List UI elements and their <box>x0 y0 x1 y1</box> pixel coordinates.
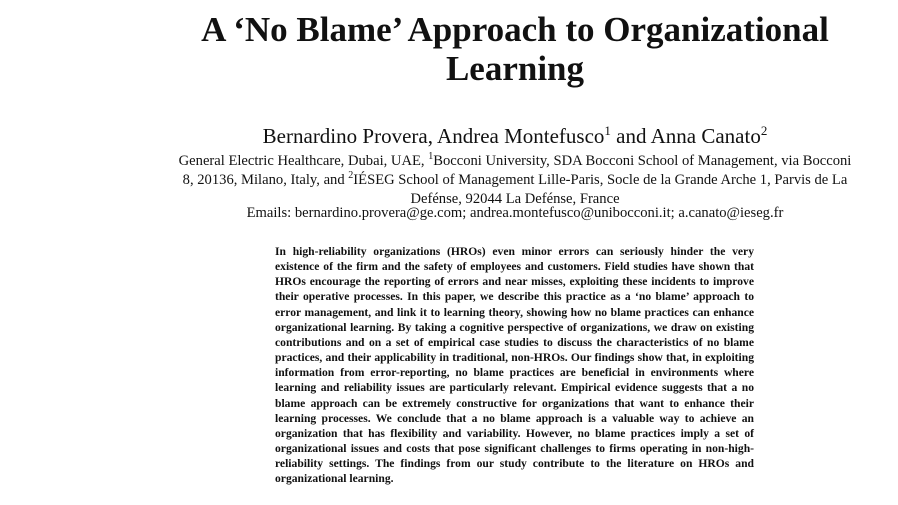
author-name: Anna Canato <box>650 124 761 148</box>
affiliation-marker: 1 <box>604 123 611 138</box>
abstract-text: In high-reliability organizations (HROs) even minor errors can seriously hinder the very existence of the firm and the safety of employees and customers. Field studies have shown that HROs encourage the reporting of errors and near misses, exploiting these incidents to improve their operative processes. In this paper, we describe this practice as a ‘no blame’ approach to error management, and link it to learning theory, showing how no blame practices can enhance organizational learning. By taking a cognitive perspective of organizations, we draw on existing contributions and on a set of empirical case studies to discuss the characteristics of no blame practices, and their applicability in traditional, non-HROs. Our findings show that, in exploiting information from error-reporting, no blame practices are beneficial in environments where learning and reliability issues are particularly relevant. Empirical evidence suggests that a no blame approach can be extremely constructive for organizations that want to enhance their learning processes. We conclude that a no blame approach is a valuable way to achieve an organization that has flexibility and variability. However, no blame practices imply a set of organizational issues and costs that pose significant challenges to firms operating in non-high-reliability settings. The findings from our study contribute to the literature on HROs and organizational learning. <box>275 245 754 486</box>
affiliations <box>175 152 855 209</box>
affiliation-text: Bocconi University, SDA Bocconi School of Management, via Bocconi 8, 20136, Milano, Italy, and <box>182 153 852 188</box>
author-list <box>150 124 880 148</box>
author-emails: Emails: bernardino.provera@ge.com; andrea.montefusco@unibocconi.it; a.canato@ieseg.fr <box>246 205 784 221</box>
affiliation-marker: 1 <box>428 151 434 163</box>
author-joiner: and <box>610 124 651 148</box>
affiliation-marker: 2 <box>760 123 768 138</box>
paper-title: A ‘No Blame’ Approach to Organizational Learning <box>201 10 829 88</box>
author-name: Bernardino Provera, <box>262 124 438 148</box>
affiliation-marker: 2 <box>348 170 354 182</box>
author-name: Andrea Montefusco <box>437 124 605 148</box>
affiliation-text: General Electric Healthcare, Dubai, UAE, <box>178 153 429 169</box>
affiliation-text: IÉSEG School of Management Lille-Paris, Socle de la Grande Arche 1, Parvis de La Defénse, 92044 La Defénse, France <box>353 172 848 207</box>
